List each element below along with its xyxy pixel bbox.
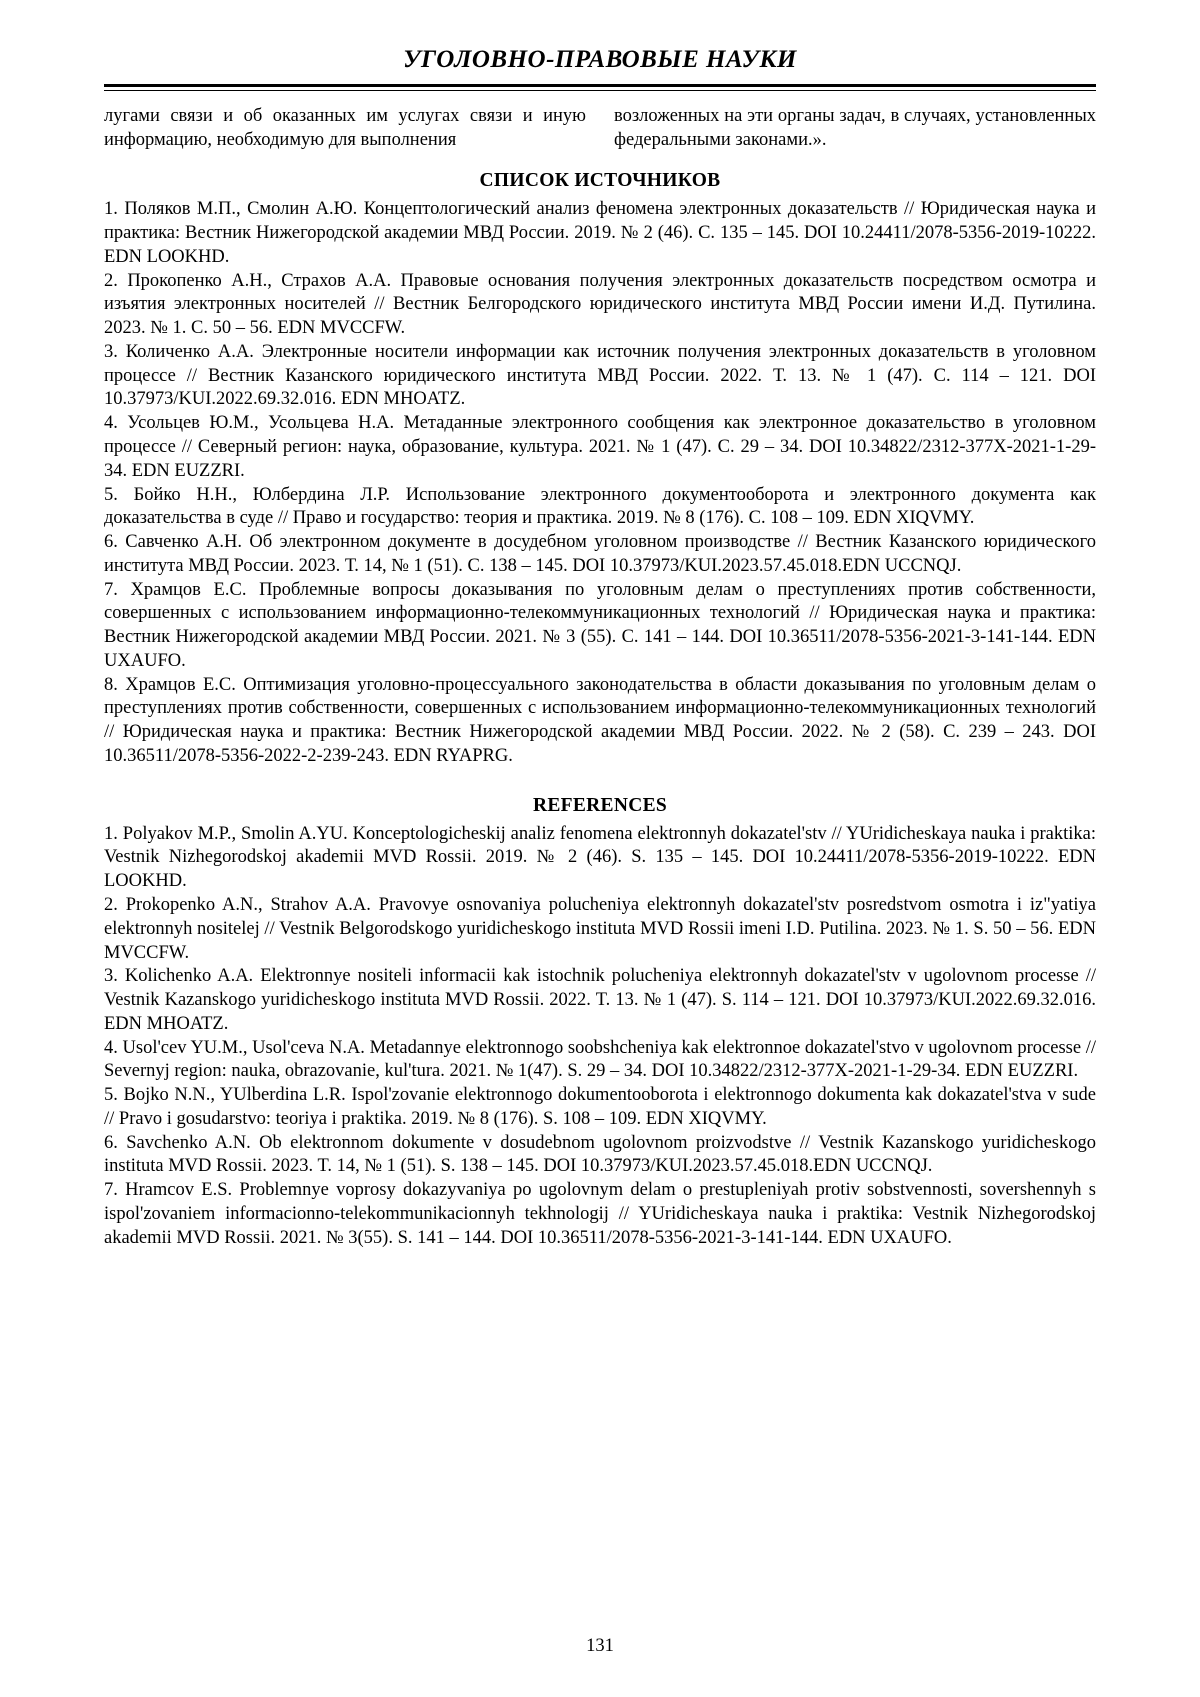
reference-item: 2. Prokopenko A.N., Strahov A.A. Pravovye osnovaniya polucheniya elektronnyh dokazatel'stv posredstvom osmotra i iz"yatiya elektronnyh nositelej // Vestnik Belgorodskogo yuridicheskogo instituta MVD Rossii imeni I.D. Putilina. 2023. № 1. S. 50 – 56. EDN MVCCFW. <box>104 895 1096 963</box>
references-title: REFERENCES <box>532 794 668 816</box>
source-item: 6. Савченко А.Н. Об электронном документе в досудебном уголовном производстве // Вестник Казанского юридического института МВД России. 2023. Т. 14, № 1 (51). С. 138 – 145. DOI 10.37973/KUI.2023.57.45.018.EDN UCCNQJ. <box>104 532 1096 576</box>
reference-item: 3. Kolichenko A.A. Elektronnye nositeli informacii kak istochnik polucheniya elektronnyh dokazatel'stv v ugolovnom processe // Vestnik Kazanskogo yuridicheskogo instituta MVD Rossii. 2022. T. 13. № 1 (47). S. 114 – 121. DOI 10.37973/KUI.2022.69.32.016. EDN MHOATZ. <box>104 966 1096 1034</box>
source-item: 3. Количенко А.А. Электронные носители информации как источник получения электронных доказательств в уголовном процессе // Вестник Казанского юридического института МВД России. 2022. Т. 13. № 1 (47). С. 114 – 121. DOI 10.37973/KUI.2022.69.32.016. EDN MHOATZ. <box>104 341 1096 410</box>
source-item: 8. Храмцов Е.С. Оптимизация уголовно-процессуального законодательства в области доказывания по уголовным делам о преступлениях против собственности, совершенных с использованием информационно-телекоммуникационных технологий // Юридическая наука и практика: Вестник Нижегородской академии МВД России. 2022. № 2 (58). С. 239 – 243. DOI 10.36511/2078-5356-2022-2-239-243. EDN RYAPRG. <box>104 674 1096 766</box>
reference-item: 5. Bojko N.N., YUlberdina L.R. Ispol'zovanie elektronnogo dokumentooborota i elektronnogo dokumenta kak dokazatel'stva v sude // Pravo i gosudarstvo: teoriya i praktika. 2019. № 8 (176). S. 108 – 109. EDN XIQVMY. <box>104 1085 1096 1129</box>
header-divider <box>104 84 1096 91</box>
source-item: 5. Бойко Н.Н., Юлбердина Л.Р. Использование электронного документооборота и электронного документа как доказательства в суде // Право и государство: теория и практика. 2019. № 8 (176). С. 108 – 109. EDN XIQVMY. <box>104 484 1096 529</box>
body-columns <box>104 105 1096 152</box>
reference-item: 4. Usol'cev YU.M., Usol'ceva N.A. Metadannye elektronnogo soobshcheniya kak elektronnoe dokazatel'stvo v ugolovnom processe // Severnyj region: nauka, obrazovanie, kul'tura. 2021. № 1(47). S. 29 – 34. DOI 10.34822/2312-377X-2021-1-29-34. EDN EUZZRI. <box>104 1037 1096 1082</box>
running-head: УГОЛОВНО-ПРАВОВЫЕ НАУКИ <box>403 46 797 73</box>
reference-item: 7. Hramcov E.S. Problemnye voprosy dokazyvaniya po ugolovnym delam o prestupleniyah protiv sobstvennosti, sovershennyh s ispol'zovaniem informacionno-telekommunikacionnyh tekhnologij // YUridicheskaya nauka i praktika: Vestnik Nizhegorodskoj akademii MVD Rossii. 2021. № 3(55). S. 141 – 144. DOI 10.36511/2078-5356-2021-3-141-144. EDN UXAUFO. <box>104 1180 1096 1248</box>
reference-item: 6. Savchenko A.N. Ob elektronnom dokumente v dosudebnom ugolovnom proizvodstve // Vestnik Kazanskogo yuridicheskogo instituta MVD Rossii. 2023. T. 14, № 1 (51). S. 138 – 145. DOI 10.37973/KUI.2023.57.45.018.EDN UCCNQJ. <box>104 1132 1096 1177</box>
body-column-left: лугами связи и об оказанных им услугах связи и иную информацию, необходимую для выполнения <box>104 106 586 150</box>
sources-title: СПИСОК ИСТОЧНИКОВ <box>479 170 721 192</box>
body-column-right: возложенных на эти органы задач, в случаях, установленных федеральными законами.». <box>614 106 1096 150</box>
source-item: 1. Поляков М.П., Смолин А.Ю. Концептологический анализ феномена электронных доказательств // Юридическая наука и практика: Вестник Нижегородской академии МВД России. 2019. № 2 (46). С. 135 – 145. DOI 10.24411/2078-5356-2019-10222. EDN LOOKHD. <box>104 199 1096 267</box>
page-number: 131 <box>586 1636 614 1656</box>
source-item: 2. Прокопенко А.Н., Страхов А.А. Правовые основания получения электронных доказательств посредством осмотра и изъятия электронных носителей // Вестник Белгородского юридического института МВД России имени И.Д. Путилина. 2023. № 1. С. 50 – 56. EDN MVCCFW. <box>104 270 1096 339</box>
source-item: 4. Усольцев Ю.М., Усольцева Н.А. Метаданные электронного сообщения как электронное доказательство в уголовном процессе // Северный регион: наука, образование, культура. 2021. № 1 (47). С. 29 – 34. DOI 10.34822/2312-377X-2021-1-29-34. EDN EUZZRI. <box>104 413 1096 481</box>
source-item: 7. Храмцов Е.С. Проблемные вопросы доказывания по уголовным делам о преступлениях против собственности, совершенных с использованием информационно-телекоммуникационных технологий // Юридическая наука и практика: Вестник Нижегородской академии МВД России. 2021. № 3 (55). С. 141 – 144. DOI 10.36511/2078-5356-2021-3-141-144. EDN UXAUFO. <box>104 579 1096 671</box>
reference-item: 1. Polyakov M.P., Smolin A.YU. Konceptologicheskij analiz fenomena elektronnyh dokazatel'stv // YUridicheskaya nauka i praktika: Vestnik Nizhegorodskoj akademii MVD Rossii. 2019. № 2 (46). S. 135 – 145. DOI 10.24411/2078-5356-2019-10222. EDN LOOKHD. <box>104 823 1096 892</box>
